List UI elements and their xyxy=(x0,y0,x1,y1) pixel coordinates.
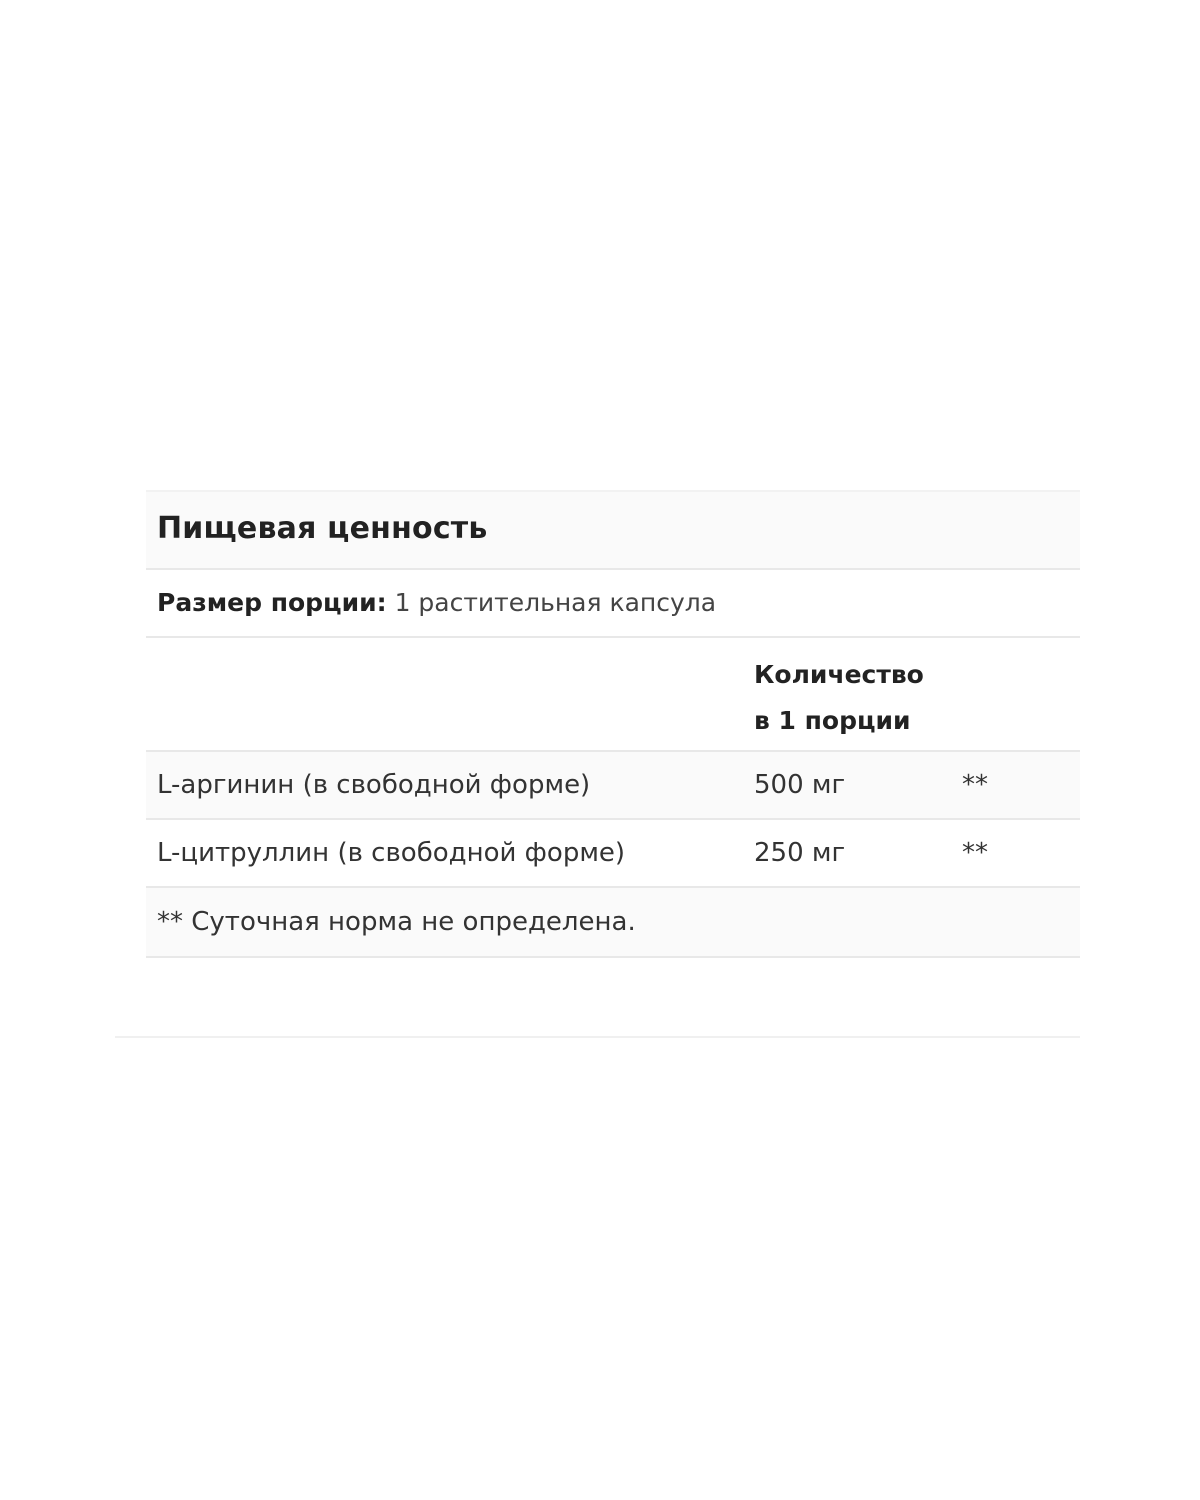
supplement-facts-table xyxy=(146,490,1080,958)
serving-size xyxy=(157,588,716,617)
section-divider xyxy=(115,1036,1080,1038)
daily-value: ** xyxy=(962,838,988,868)
serving-size-value: 1 растительная капсула xyxy=(394,588,717,617)
amount-per-serving-header xyxy=(754,652,994,744)
ingredient-amount: 500 мг xyxy=(754,770,846,800)
table-row xyxy=(146,752,1080,820)
table-row xyxy=(146,820,1080,888)
amount-header-line2: в 1 порции xyxy=(754,706,911,735)
table-title: Пищевая ценность xyxy=(157,511,488,546)
footnote-row xyxy=(146,888,1080,958)
ingredient-amount: 250 мг xyxy=(754,838,846,868)
ingredient-name: L-цитруллин (в свободной форме) xyxy=(157,838,626,868)
title-row xyxy=(146,490,1080,570)
amount-header-line1: Количество xyxy=(754,660,924,689)
column-header-row xyxy=(146,638,1080,752)
serving-size-row xyxy=(146,570,1080,638)
daily-value: ** xyxy=(962,770,988,800)
ingredient-name: L-аргинин (в свободной форме) xyxy=(157,770,591,800)
serving-size-label: Размер порции: xyxy=(157,588,387,617)
footnote: ** Суточная норма не определена. xyxy=(157,907,636,937)
